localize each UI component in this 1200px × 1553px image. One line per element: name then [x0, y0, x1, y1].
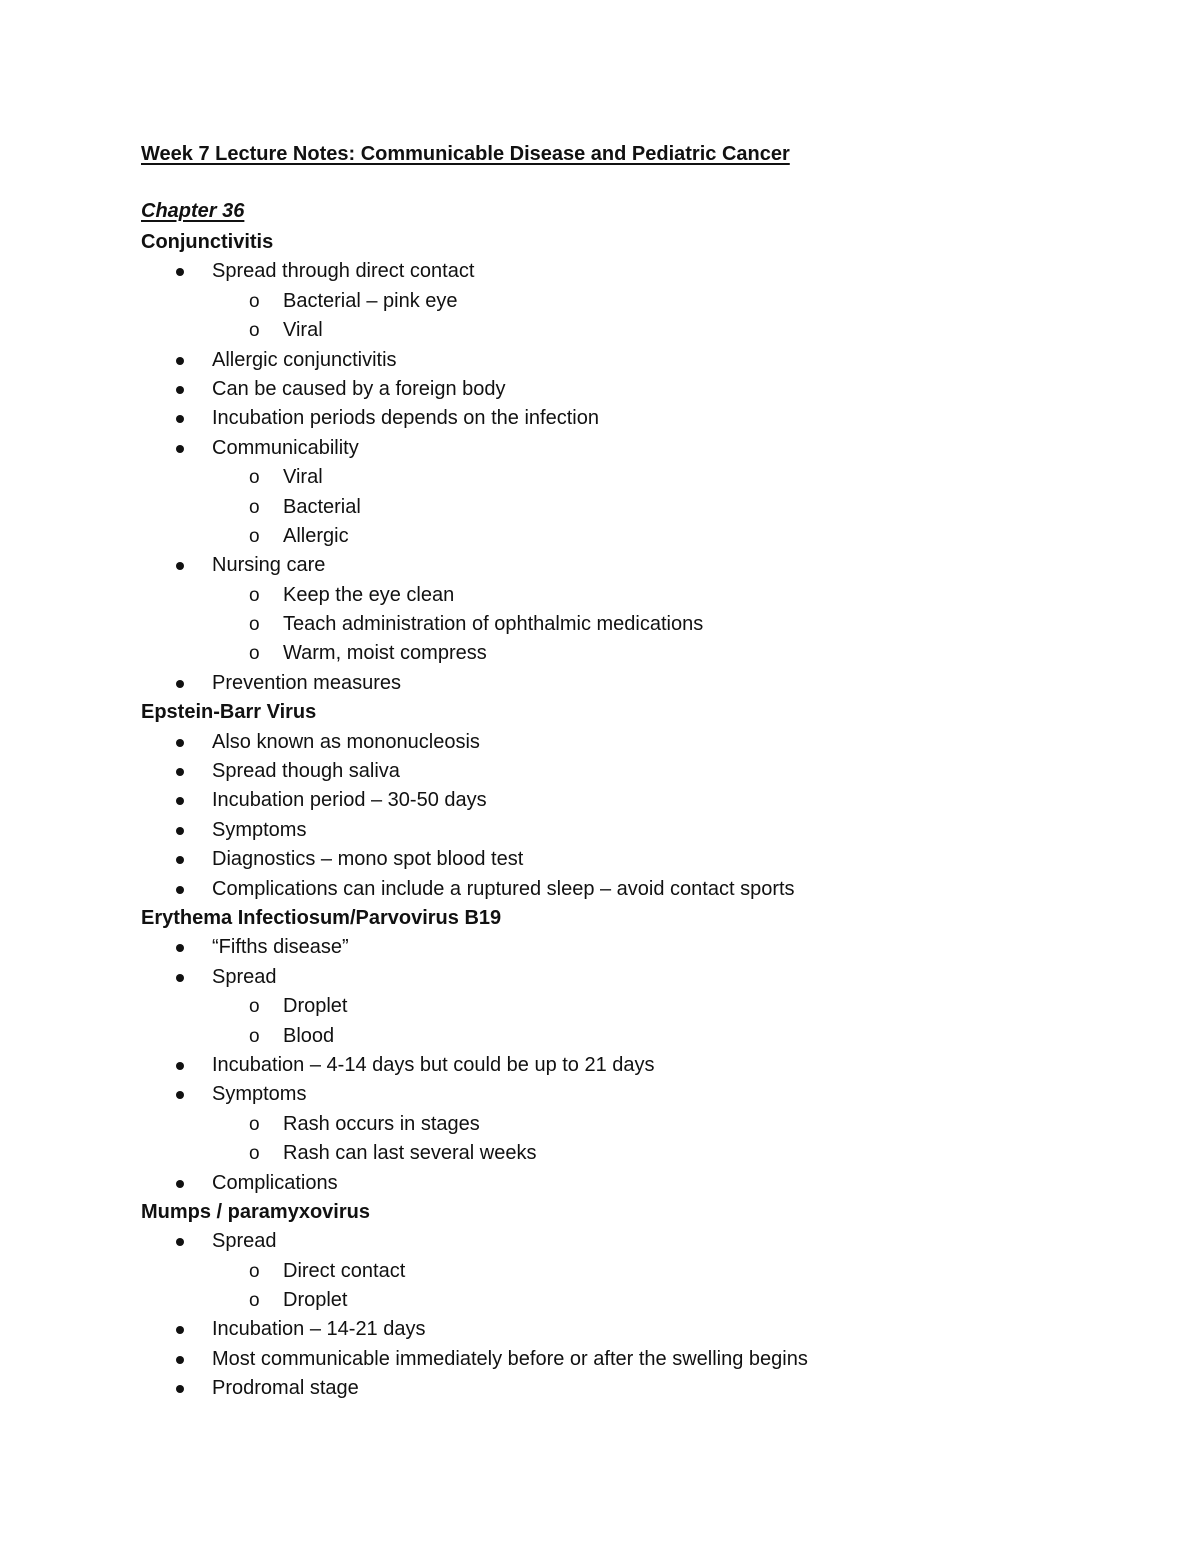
sub-list-item-text: Blood: [283, 1024, 335, 1047]
sub-list-item: [212, 992, 1161, 1021]
sub-bullet-list: [212, 992, 1161, 1051]
hollow-circle-icon: o: [249, 996, 260, 1018]
list-item-text: Prevention measures: [212, 671, 401, 694]
list-item-text: Incubation periods depends on the infection: [212, 407, 599, 430]
list-item: [141, 816, 1161, 845]
list-item: [141, 551, 1161, 669]
list-item: [141, 933, 1161, 962]
list-item: [141, 1345, 1161, 1374]
sub-list-item: [212, 1139, 1161, 1168]
hollow-circle-icon: o: [249, 1290, 260, 1312]
list-item: [141, 434, 1161, 552]
filled-circle-icon: [176, 768, 184, 776]
sub-list-item-text: Warm, moist compress: [283, 642, 487, 665]
sub-list-item-text: Direct contact: [283, 1259, 406, 1282]
sub-list-item-text: Droplet: [283, 995, 348, 1018]
hollow-circle-icon: o: [249, 320, 260, 342]
list-item-text: Most communicable immediately before or after the swelling begins: [212, 1347, 808, 1370]
hollow-circle-icon: o: [249, 643, 260, 665]
sub-list-item: [212, 463, 1161, 492]
list-item-text: Prodromal stage: [212, 1377, 359, 1400]
list-item-text: Can be caused by a foreign body: [212, 377, 506, 400]
list-item: [141, 1315, 1161, 1344]
sub-bullet-list: [212, 1257, 1161, 1316]
filled-circle-icon: [176, 1180, 184, 1188]
list-item-text: Also known as mononucleosis: [212, 730, 480, 753]
filled-circle-icon: [176, 797, 184, 805]
sub-list-item: [212, 493, 1161, 522]
section-heading: Mumps / paramyxovirus: [141, 1200, 370, 1223]
sub-list-item: [212, 1110, 1161, 1139]
filled-circle-icon: [176, 415, 184, 423]
sub-list-item-text: Rash occurs in stages: [283, 1112, 480, 1135]
list-item: [141, 346, 1161, 375]
list-item: [141, 1374, 1161, 1403]
hollow-circle-icon: o: [249, 496, 260, 518]
bullet-list: [141, 257, 1161, 698]
bullet-list: [141, 728, 1161, 904]
list-item: [141, 1051, 1161, 1080]
section-heading: Erythema Infectiosum/Parvovirus B19: [141, 906, 502, 929]
list-item-text: Symptoms: [212, 1083, 307, 1106]
sub-list-item-text: Bacterial: [283, 495, 361, 518]
list-item-text: Spread through direct contact: [212, 260, 475, 283]
list-item-text: Symptoms: [212, 818, 307, 841]
list-item: [141, 963, 1161, 1051]
filled-circle-icon: [176, 856, 184, 864]
list-item-text: Spread though saliva: [212, 760, 400, 783]
sub-list-item: [212, 316, 1161, 345]
sub-list-item: [212, 522, 1161, 551]
sub-bullet-list: [212, 1110, 1161, 1169]
filled-circle-icon: [176, 1356, 184, 1364]
list-item-text: Spread: [212, 965, 277, 988]
sub-list-item-text: Viral: [283, 466, 323, 489]
filled-circle-icon: [176, 562, 184, 570]
filled-circle-icon: [176, 1062, 184, 1070]
list-item: [141, 257, 1161, 345]
sub-list-item: [212, 287, 1161, 316]
list-item: [141, 669, 1161, 698]
section-heading: Epstein-Barr Virus: [141, 701, 317, 724]
list-item-text: Allergic conjunctivitis: [212, 348, 397, 371]
list-item-text: Complications can include a ruptured sleep – avoid contact sports: [212, 877, 795, 900]
filled-circle-icon: [176, 974, 184, 982]
filled-circle-icon: [176, 739, 184, 747]
hollow-circle-icon: o: [249, 1260, 260, 1282]
filled-circle-icon: [176, 357, 184, 365]
filled-circle-icon: [176, 445, 184, 453]
list-item-text: “Fifths disease”: [212, 936, 349, 959]
list-item-text: Complications: [212, 1171, 338, 1194]
list-item: [141, 375, 1161, 404]
list-item-text: Incubation – 4-14 days but could be up to 21 days: [212, 1053, 655, 1076]
notes-body: [141, 228, 1161, 1404]
list-item: [141, 757, 1161, 786]
filled-circle-icon: [176, 268, 184, 276]
hollow-circle-icon: o: [249, 467, 260, 489]
sub-list-item-text: Allergic: [283, 524, 349, 547]
list-item: [141, 845, 1161, 874]
filled-circle-icon: [176, 1238, 184, 1246]
list-item-text: Incubation – 14-21 days: [212, 1318, 426, 1341]
list-item: [141, 1169, 1161, 1198]
filled-circle-icon: [176, 827, 184, 835]
sub-list-item-text: Bacterial – pink eye: [283, 289, 458, 312]
hollow-circle-icon: o: [249, 614, 260, 636]
bullet-list: [141, 933, 1161, 1198]
sub-bullet-list: [212, 581, 1161, 669]
hollow-circle-icon: o: [249, 525, 260, 547]
filled-circle-icon: [176, 1385, 184, 1393]
hollow-circle-icon: o: [249, 584, 260, 606]
section-heading: Conjunctivitis: [141, 231, 274, 253]
list-item: [141, 875, 1161, 904]
hollow-circle-icon: o: [249, 1113, 260, 1135]
sub-list-item: [212, 1022, 1161, 1051]
hollow-circle-icon: o: [249, 1025, 260, 1047]
hollow-circle-icon: o: [249, 290, 260, 312]
filled-circle-icon: [176, 1091, 184, 1099]
list-item: [141, 1080, 1161, 1168]
filled-circle-icon: [176, 886, 184, 894]
sub-list-item: [212, 639, 1161, 668]
filled-circle-icon: [176, 1326, 184, 1334]
sub-list-item-text: Droplet: [283, 1289, 348, 1312]
chapter-heading: Chapter 36: [141, 200, 245, 222]
sub-list-item-text: Viral: [283, 319, 323, 342]
filled-circle-icon: [176, 944, 184, 952]
list-item-text: Nursing care: [212, 554, 326, 577]
filled-circle-icon: [176, 680, 184, 688]
page-title: Week 7 Lecture Notes: Communicable Disease and Pediatric Cancer: [141, 143, 790, 165]
list-item: [141, 728, 1161, 757]
hollow-circle-icon: o: [249, 1143, 260, 1165]
filled-circle-icon: [176, 386, 184, 394]
sub-list-item-text: Teach administration of ophthalmic medications: [283, 613, 704, 636]
sub-bullet-list: [212, 287, 1161, 346]
sub-list-item: [212, 610, 1161, 639]
sub-list-item-text: Rash can last several weeks: [283, 1142, 537, 1165]
bullet-list: [141, 1227, 1161, 1403]
list-item: [141, 786, 1161, 815]
list-item-text: Spread: [212, 1230, 277, 1253]
list-item-text: Incubation period – 30-50 days: [212, 789, 487, 812]
list-item: [141, 404, 1161, 433]
list-item-text: Diagnostics – mono spot blood test: [212, 848, 524, 871]
sub-list-item-text: Keep the eye clean: [283, 583, 455, 606]
sub-list-item: [212, 1286, 1161, 1315]
sub-bullet-list: [212, 463, 1161, 551]
sub-list-item: [212, 1257, 1161, 1286]
list-item-text: Communicability: [212, 436, 359, 459]
sub-list-item: [212, 581, 1161, 610]
list-item: [141, 1227, 1161, 1315]
